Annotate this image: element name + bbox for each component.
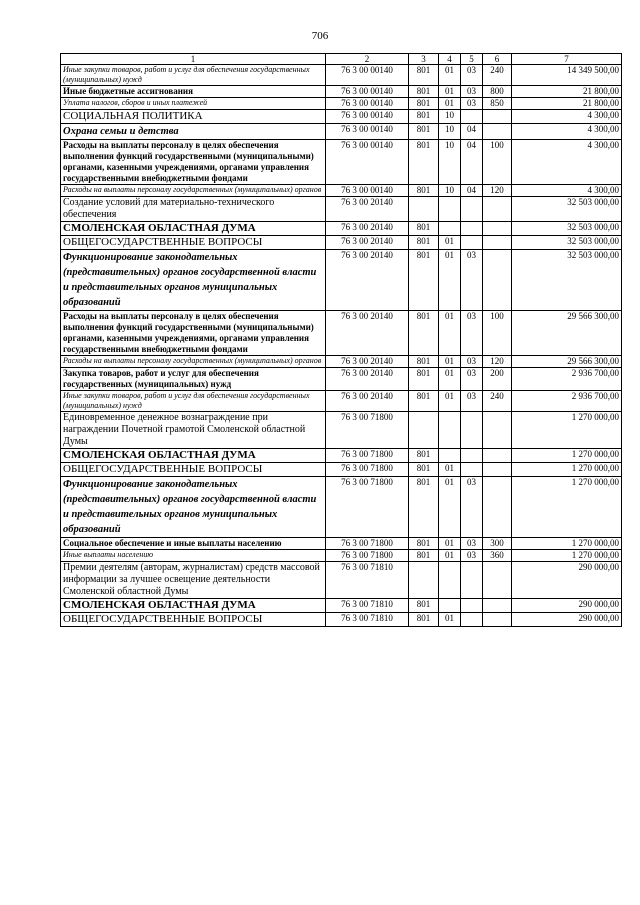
section-code: 01: [439, 463, 461, 477]
subsection-code: 03: [461, 65, 483, 86]
table-row: [61, 110, 622, 124]
row-name: Закупка товаров, работ и услуг для обеспечения государственных (муниципальных) нужд: [61, 368, 326, 391]
amount: 32 503 000,00: [512, 236, 622, 250]
admin-code: 801: [409, 477, 439, 538]
table-row: [61, 550, 622, 562]
section-code: 01: [439, 550, 461, 562]
subsection-code: 04: [461, 140, 483, 185]
target-code: 76 3 00 00140: [326, 185, 409, 197]
expense-type-code: [483, 562, 512, 599]
row-name: Расходы на выплаты персоналу в целях обеспечения выполнения функций государственными (муниципальными) органами, казенными учреждениями, органами управления государственными внебюджетными фондами: [61, 311, 326, 356]
section-code: 01: [439, 477, 461, 538]
amount: 1 270 000,00: [512, 463, 622, 477]
expense-type-code: 360: [483, 550, 512, 562]
subsection-code: 03: [461, 391, 483, 412]
admin-code: 801: [409, 110, 439, 124]
section-code: [439, 197, 461, 222]
expense-type-code: [483, 613, 512, 627]
admin-code: 801: [409, 124, 439, 140]
admin-code: 801: [409, 236, 439, 250]
row-name: Социальное обеспечение и иные выплаты населению: [61, 538, 326, 550]
amount: 32 503 000,00: [512, 250, 622, 311]
row-name: ОБЩЕГОСУДАРСТВЕННЫЕ ВОПРОСЫ: [61, 236, 326, 250]
column-header: 7: [512, 54, 622, 65]
target-code: 76 3 00 71810: [326, 599, 409, 613]
amount: 1 270 000,00: [512, 449, 622, 463]
expense-type-code: [483, 463, 512, 477]
admin-code: 801: [409, 599, 439, 613]
amount: 29 566 300,00: [512, 311, 622, 356]
table-row: [61, 65, 622, 86]
table-row: [61, 140, 622, 185]
admin-code: [409, 197, 439, 222]
target-code: 76 3 00 00140: [326, 98, 409, 110]
row-name: Функционирование законодательных (представительных) органов государственной власти и представительных органов муниципальных образований: [61, 250, 326, 311]
target-code: 76 3 00 71800: [326, 449, 409, 463]
target-code: 76 3 00 20140: [326, 368, 409, 391]
amount: 4 300,00: [512, 140, 622, 185]
section-code: 10: [439, 185, 461, 197]
target-code: 76 3 00 71800: [326, 477, 409, 538]
expense-type-code: [483, 110, 512, 124]
expense-type-code: [483, 197, 512, 222]
table-row: [61, 98, 622, 110]
expense-type-code: [483, 449, 512, 463]
row-name: Охрана семьи и детства: [61, 124, 326, 140]
target-code: 76 3 00 71810: [326, 562, 409, 599]
section-code: 10: [439, 124, 461, 140]
expense-type-code: [483, 250, 512, 311]
admin-code: 801: [409, 356, 439, 368]
column-header: 6: [483, 54, 512, 65]
section-code: 01: [439, 98, 461, 110]
table-row: [61, 477, 622, 538]
column-header: 4: [439, 54, 461, 65]
target-code: 76 3 00 20140: [326, 391, 409, 412]
section-code: 10: [439, 110, 461, 124]
admin-code: 801: [409, 250, 439, 311]
target-code: 76 3 00 00140: [326, 140, 409, 185]
section-code: 01: [439, 391, 461, 412]
column-header: 5: [461, 54, 483, 65]
section-code: 01: [439, 613, 461, 627]
expense-type-code: [483, 236, 512, 250]
table-row: [61, 562, 622, 599]
target-code: 76 3 00 00140: [326, 86, 409, 98]
subsection-code: 03: [461, 356, 483, 368]
admin-code: 801: [409, 65, 439, 86]
expense-type-code: 240: [483, 65, 512, 86]
row-name: Расходы на выплаты персоналу в целях обеспечения выполнения функций государственными (муниципальными) органами, казенными учреждениями, органами управления государственными внебюджетными фондами: [61, 140, 326, 185]
section-code: 01: [439, 236, 461, 250]
row-name: ОБЩЕГОСУДАРСТВЕННЫЕ ВОПРОСЫ: [61, 613, 326, 627]
table-row: [61, 185, 622, 197]
table-row: [61, 412, 622, 449]
target-code: 76 3 00 20140: [326, 197, 409, 222]
table-row: [61, 222, 622, 236]
target-code: 76 3 00 20140: [326, 250, 409, 311]
row-name: Иные закупки товаров, работ и услуг для обеспечения государственных (муниципальных) нужд: [61, 65, 326, 86]
target-code: 76 3 00 00140: [326, 65, 409, 86]
target-code: 76 3 00 71800: [326, 412, 409, 449]
admin-code: 801: [409, 613, 439, 627]
target-code: 76 3 00 20140: [326, 356, 409, 368]
amount: 4 300,00: [512, 110, 622, 124]
row-name: ОБЩЕГОСУДАРСТВЕННЫЕ ВОПРОСЫ: [61, 463, 326, 477]
subsection-code: [461, 562, 483, 599]
target-code: 76 3 00 71800: [326, 538, 409, 550]
target-code: 76 3 00 71810: [326, 613, 409, 627]
section-code: [439, 599, 461, 613]
section-code: 01: [439, 368, 461, 391]
row-name: Уплата налогов, сборов и иных платежей: [61, 98, 326, 110]
table-row: [61, 599, 622, 613]
expense-type-code: 850: [483, 98, 512, 110]
expense-type-code: 100: [483, 140, 512, 185]
table-row: [61, 391, 622, 412]
section-code: 01: [439, 538, 461, 550]
amount: 1 270 000,00: [512, 550, 622, 562]
admin-code: 801: [409, 140, 439, 185]
target-code: 76 3 00 71800: [326, 463, 409, 477]
amount: 32 503 000,00: [512, 197, 622, 222]
subsection-code: 04: [461, 124, 483, 140]
column-header: 1: [61, 54, 326, 65]
table-row: [61, 613, 622, 627]
admin-code: 801: [409, 311, 439, 356]
table-row: [61, 86, 622, 98]
row-name: Функционирование законодательных (представительных) органов государственной власти и представительных органов муниципальных образований: [61, 477, 326, 538]
table-row: [61, 250, 622, 311]
subsection-code: 03: [461, 98, 483, 110]
target-code: 76 3 00 20140: [326, 236, 409, 250]
section-code: 10: [439, 140, 461, 185]
subsection-code: [461, 110, 483, 124]
row-name: Премии деятелям (авторам, журналистам) средств массовой информации за лучшее освещение деятельности Смоленской областной Думы: [61, 562, 326, 599]
table-row: [61, 197, 622, 222]
subsection-code: 03: [461, 477, 483, 538]
amount: 32 503 000,00: [512, 222, 622, 236]
subsection-code: 03: [461, 550, 483, 562]
section-code: 01: [439, 356, 461, 368]
subsection-code: [461, 449, 483, 463]
row-name: СОЦИАЛЬНАЯ ПОЛИТИКА: [61, 110, 326, 124]
table-row: [61, 311, 622, 356]
expense-type-code: [483, 599, 512, 613]
column-header: 3: [409, 54, 439, 65]
subsection-code: [461, 236, 483, 250]
admin-code: 801: [409, 98, 439, 110]
amount: 290 000,00: [512, 562, 622, 599]
row-name: СМОЛЕНСКАЯ ОБЛАСТНАЯ ДУМА: [61, 449, 326, 463]
row-name: Иные бюджетные ассигнования: [61, 86, 326, 98]
amount: 290 000,00: [512, 613, 622, 627]
row-name: Единовременное денежное вознаграждение при награждении Почетной грамотой Смоленской областной Думы: [61, 412, 326, 449]
expense-type-code: 800: [483, 86, 512, 98]
admin-code: 801: [409, 550, 439, 562]
section-code: 01: [439, 250, 461, 311]
table-row: [61, 449, 622, 463]
expense-type-code: 120: [483, 356, 512, 368]
amount: 4 300,00: [512, 124, 622, 140]
row-name: Иные выплаты населению: [61, 550, 326, 562]
row-name: Создание условий для материально-технического обеспечения: [61, 197, 326, 222]
subsection-code: [461, 463, 483, 477]
header-row: [61, 54, 622, 65]
section-code: [439, 449, 461, 463]
expense-type-code: 300: [483, 538, 512, 550]
subsection-code: [461, 197, 483, 222]
target-code: 76 3 00 20140: [326, 311, 409, 356]
admin-code: [409, 412, 439, 449]
target-code: 76 3 00 71800: [326, 550, 409, 562]
admin-code: [409, 562, 439, 599]
admin-code: 801: [409, 185, 439, 197]
subsection-code: 03: [461, 250, 483, 311]
admin-code: 801: [409, 368, 439, 391]
admin-code: 801: [409, 222, 439, 236]
table-row: [61, 356, 622, 368]
subsection-code: [461, 222, 483, 236]
section-code: [439, 222, 461, 236]
amount: 1 270 000,00: [512, 477, 622, 538]
expense-type-code: [483, 477, 512, 538]
target-code: 76 3 00 00140: [326, 124, 409, 140]
amount: 1 270 000,00: [512, 538, 622, 550]
subsection-code: [461, 412, 483, 449]
table-row: [61, 368, 622, 391]
admin-code: 801: [409, 538, 439, 550]
section-code: 01: [439, 86, 461, 98]
row-name: Расходы на выплаты персоналу государственных (муниципальных) органов: [61, 356, 326, 368]
subsection-code: [461, 599, 483, 613]
expense-type-code: 200: [483, 368, 512, 391]
row-name: Расходы на выплаты персоналу государственных (муниципальных) органов: [61, 185, 326, 197]
table-row: [61, 124, 622, 140]
expense-type-code: [483, 412, 512, 449]
amount: 290 000,00: [512, 599, 622, 613]
subsection-code: 03: [461, 311, 483, 356]
amount: 4 300,00: [512, 185, 622, 197]
page-number: 706: [311, 30, 329, 42]
admin-code: 801: [409, 391, 439, 412]
admin-code: 801: [409, 463, 439, 477]
amount: 21 800,00: [512, 98, 622, 110]
subsection-code: [461, 613, 483, 627]
amount: 2 936 700,00: [512, 368, 622, 391]
section-code: [439, 412, 461, 449]
table-row: [61, 236, 622, 250]
amount: 2 936 700,00: [512, 391, 622, 412]
target-code: 76 3 00 00140: [326, 110, 409, 124]
admin-code: 801: [409, 86, 439, 98]
target-code: 76 3 00 20140: [326, 222, 409, 236]
row-name: СМОЛЕНСКАЯ ОБЛАСТНАЯ ДУМА: [61, 222, 326, 236]
amount: 1 270 000,00: [512, 412, 622, 449]
table-row: [61, 538, 622, 550]
subsection-code: 04: [461, 185, 483, 197]
expense-type-code: 240: [483, 391, 512, 412]
section-code: 01: [439, 65, 461, 86]
subsection-code: 03: [461, 86, 483, 98]
row-name: СМОЛЕНСКАЯ ОБЛАСТНАЯ ДУМА: [61, 599, 326, 613]
row-name: Иные закупки товаров, работ и услуг для обеспечения государственных (муниципальных) нужд: [61, 391, 326, 412]
admin-code: 801: [409, 449, 439, 463]
table-row: [61, 463, 622, 477]
section-code: 01: [439, 311, 461, 356]
expense-type-code: 100: [483, 311, 512, 356]
section-code: [439, 562, 461, 599]
amount: 29 566 300,00: [512, 356, 622, 368]
expense-type-code: 120: [483, 185, 512, 197]
column-header: 2: [326, 54, 409, 65]
expense-type-code: [483, 222, 512, 236]
budget-table: [60, 53, 622, 627]
expense-type-code: [483, 124, 512, 140]
subsection-code: 03: [461, 368, 483, 391]
subsection-code: 03: [461, 538, 483, 550]
amount: 21 800,00: [512, 86, 622, 98]
amount: 14 349 500,00: [512, 65, 622, 86]
